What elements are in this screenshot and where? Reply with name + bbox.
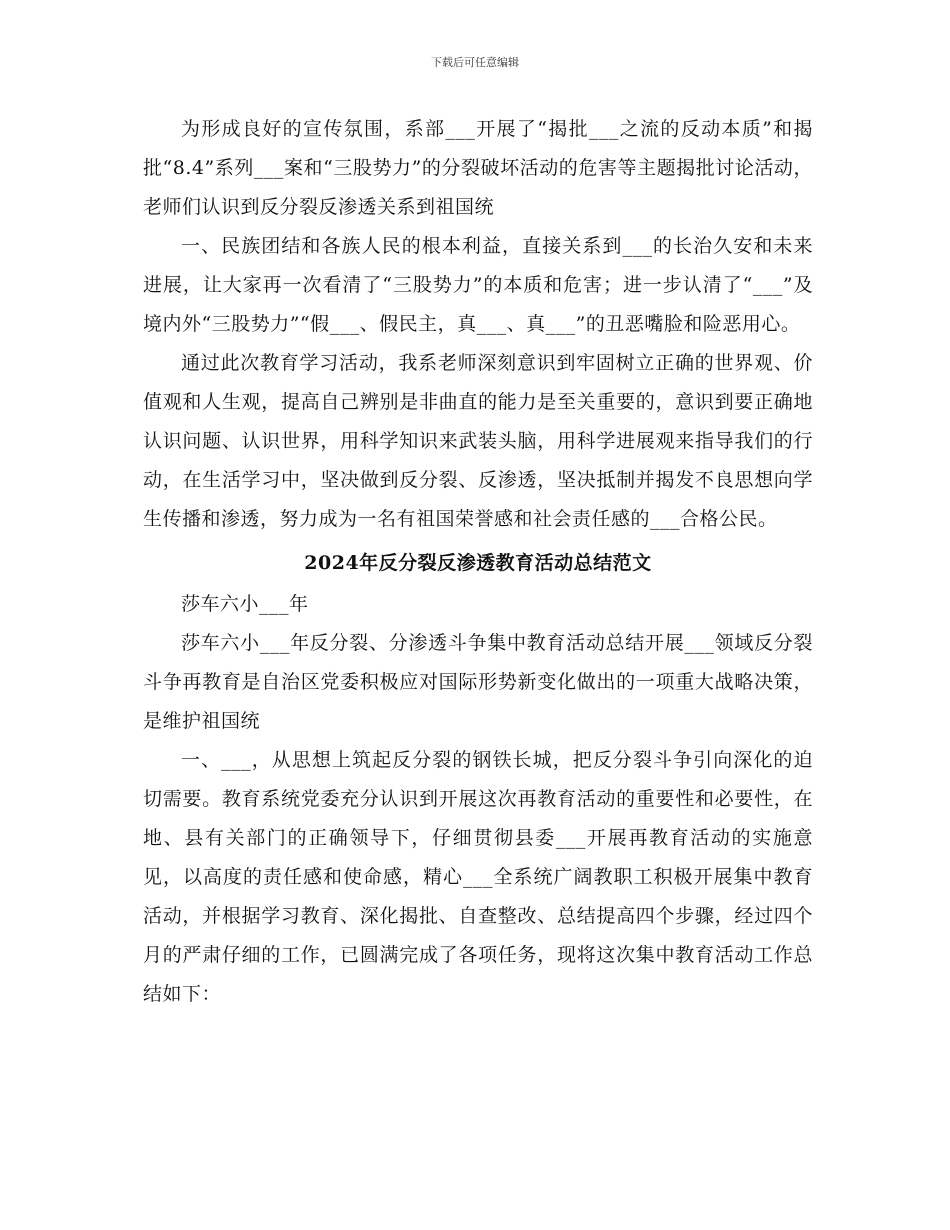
paragraph: 通过此次教育学习活动，我系老师深刻意识到牢固树立正确的世界观、价值观和人生观，提高自己辨别是非曲直的能力是至关重要的，意识到要正确地认识问题、认识世界，用科学知识来武装头脑，用科学进展观来指导我们的行动，在生活学习中，坚决做到反分裂、反渗透，坚决抵制并揭发不良思想向学生传播和渗透，努力成为一名有祖国荣誉感和社会责任感的___合格公民。	[143, 352, 813, 530]
paragraph: 为形成良好的宣传氛围，系部___开展了“揭批___之流的反动本质”和揭批“8.4”系列___案和“三股势力”的分裂破坏活动的危害等主题揭批讨论活动，老师们认识到反分裂反渗透关系到祖国统	[143, 118, 813, 218]
section-title: 2024年反分裂反渗透教育活动总结范文	[304, 552, 652, 574]
page-header-note: 下载后可任意编辑	[431, 56, 519, 69]
paragraph: 莎车六小___年	[181, 593, 309, 615]
paragraph: 莎车六小___年反分裂、分渗透斗争集中教育活动总结开展___领域反分裂斗争再教育是自治区党委积极应对国际形势新变化做出的一项重大战略决策，是维护祖国统	[143, 632, 813, 732]
paragraph: 一、民族团结和各族人民的根本利益，直接关系到___的长治久安和未来进展，让大家再一次看清了“三股势力”的本质和危害；进一步认清了“___”及境内外“三股势力”“假___、假民主，真___、真___”的丑恶嘴脸和险恶用心。	[143, 235, 813, 335]
document-body	[143, 110, 813, 1014]
paragraph: 一、___，从思想上筑起反分裂的钢铁长城，把反分裂斗争引向深化的迫切需要。教育系统党委充分认识到开展这次再教育活动的重要性和必要性，在地、县有关部门的正确领导下，仔细贯彻县委___开展再教育活动的实施意见，以高度的责任感和使命感，精心___全系统广阔教职工积极开展集中教育活动，并根据学习教育、深化揭批、自查整改、总结提高四个步骤，经过四个月的严肃仔细的工作，已圆满完成了各项任务，现将这次集中教育活动工作总结如下：	[143, 749, 813, 1005]
